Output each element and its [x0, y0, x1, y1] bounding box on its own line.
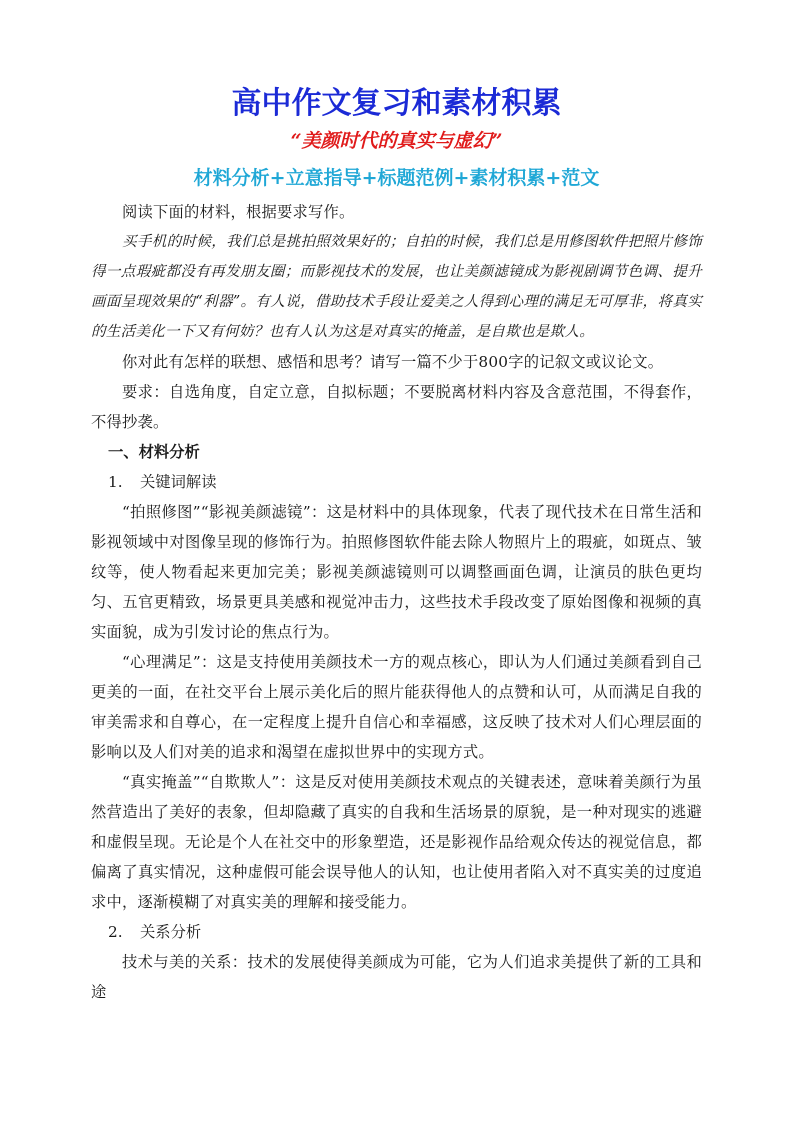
subheading-number: 2. [108, 923, 123, 941]
subheading-label: 关系分析 [140, 923, 202, 941]
requirement-paragraph: 要求：自选角度，自定立意，自拟标题；不要脱离材料内容及含意范围，不得套作，不得抄袭。 [91, 383, 702, 431]
subheading-relations [91, 917, 702, 947]
instruction-paragraph: 阅读下面的材料，根据要求写作。 [122, 203, 355, 221]
document-subtitle: “美颜时代的真实与虚幻” [290, 130, 503, 152]
material-paragraph: 买手机的时候，我们总是挑拍照效果好的；自拍的时候，我们总是用修图软件把照片修饰得一点瑕疵都没有再发朋友圈；而影视技术的发展，也让美颜滤镜成为影视剧调节色调、提升画面呈现效果的“利器”。有人说，借助技术手段让爱美之人得到心理的满足无可厚非，将真实的生活美化一下又有何妨？也有人认为这是对真实的掩盖，是自欺也是欺人。 [91, 233, 702, 340]
keyword-paragraph-truth-concealment: “真实掩盖”“自欺欺人”：这是反对使用美颜技术观点的关键表述，意味着美颜行为虽然营造出了美好的表象，但却隐藏了真实的自我和生活场景的原貌，是一种对现实的逃避和虚假呈现。无论是个人在社交中的形象塑造，还是影视作品给观众传达的视觉信息，都偏离了真实情况，这种虚假可能会误导他人的认知，也让使用者陷入对不真实美的过度追求中，逐渐模糊了对真实美的理解和接受能力。 [91, 773, 702, 911]
section-heading-material-analysis: 一、材料分析 [108, 443, 200, 461]
document-section-list: 材料分析+立意指导+标题范例+素材积累+范文 [193, 167, 600, 189]
document-title: 高中作文复习和素材积累 [231, 86, 562, 121]
subheading-label: 关键词解读 [140, 473, 217, 491]
subheading-number: 1. [108, 473, 123, 491]
subheading-keywords [91, 467, 702, 497]
question-paragraph: 你对此有怎样的联想、感悟和思考？请写一篇不少于800字的记叙文或议论文。 [122, 353, 664, 371]
keyword-paragraph-photo-editing: “拍照修图”“影视美颜滤镜”：这是材料中的具体现象，代表了现代技术在日常生活和影视领域中对图像呈现的修饰行为。拍照修图软件能去除人物照片上的瑕疵，如斑点、皱纹等，使人物看起来更加完美；影视美颜滤镜则可以调整画面色调，让演员的肤色更均匀、五官更精致，场景更具美感和视觉冲击力，这些技术手段改变了原始图像和视频的真实面貌，成为引发讨论的焦点行为。 [91, 503, 702, 641]
relation-paragraph-tech-beauty: 技术与美的关系：技术的发展使得美颜成为可能，它为人们追求美提供了新的工具和途 [91, 953, 702, 1001]
keyword-paragraph-psychological-satisfaction: “心理满足”：这是支持使用美颜技术一方的观点核心，即认为人们通过美颜看到自己更美的一面，在社交平台上展示美化后的照片能获得他人的点赞和认可，从而满足自我的审美需求和自尊心，在一定程度上提升自信心和幸福感，这反映了技术对人们心理层面的影响以及人们对美的追求和渴望在虚拟世界中的实现方式。 [91, 653, 702, 761]
